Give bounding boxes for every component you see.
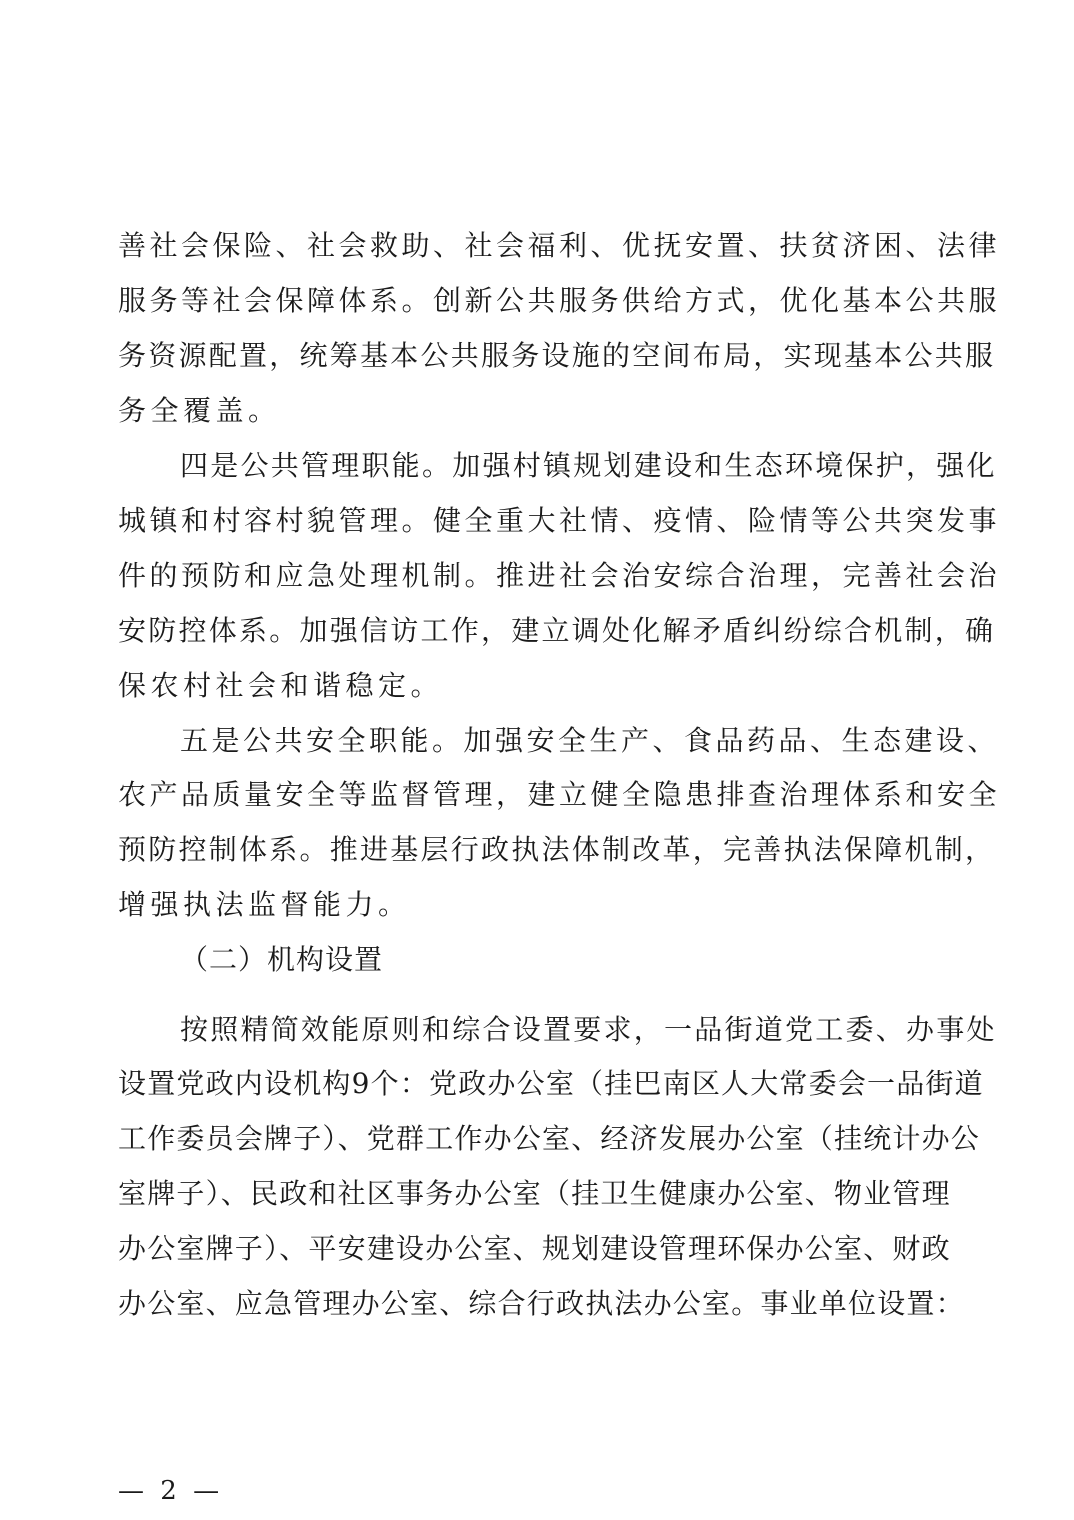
page-number: — 2 —	[118, 1476, 224, 1506]
section-heading: （二）机构设置	[180, 943, 384, 976]
paragraph-line: 城镇和村容村貌管理。健全重大社情、疫情、险情等公共突发事	[118, 504, 1001, 537]
paragraph-line: 办公室、应急管理办公室、综合行政执法办公室。事业单位设置：	[118, 1287, 965, 1320]
paragraph-line: 工作委员会牌子）、党群工作办公室、经济发展办公室（挂统计办公	[118, 1122, 981, 1155]
paragraph-line: 四是公共管理职能。加强村镇规划建设和生态环境保护，强化	[180, 449, 997, 482]
paragraph-line: 件的预防和应急处理机制。推进社会治安综合治理，完善社会治	[118, 559, 1001, 592]
paragraph-line: 务资源配置，统筹基本公共服务设施的空间布局，实现基本公共服	[118, 339, 996, 372]
paragraph-line: 预防控制体系。推进基层行政执法体制改革，完善执法保障机制，	[118, 833, 996, 866]
paragraph-line: 服务等社会保障体系。创新公共服务供给方式，优化基本公共服	[118, 284, 1001, 317]
paragraph-line: 办公室牌子）、平安建设办公室、规划建设管理环保办公室、财政	[118, 1232, 951, 1265]
paragraph-line: 农产品质量安全等监督管理，建立健全隐患排查治理体系和安全	[118, 778, 1001, 811]
paragraph-line: 安防控体系。加强信访工作，建立调处化解矛盾纠纷综合机制，确	[118, 614, 996, 647]
paragraph-line: 设置党政内设机构9个：党政办公室（挂巴南区人大常委会一品街道	[118, 1067, 984, 1100]
paragraph-line: 五是公共安全职能。加强安全生产、食品药品、生态建设、	[180, 724, 1000, 757]
paragraph-line: 保农村社会和谐稳定。	[118, 669, 444, 702]
paragraph-line: 善社会保险、社会救助、社会福利、优抚安置、扶贫济困、法律	[118, 229, 1001, 262]
paragraph-line: 务全覆盖。	[118, 394, 281, 427]
paragraph-line: 按照精简效能原则和综合设置要求，一品街道党工委、办事处	[180, 1013, 997, 1046]
paragraph-line: 增强执法监督能力。	[118, 888, 411, 921]
paragraph-line: 室牌子）、民政和社区事务办公室（挂卫生健康办公室、物业管理	[118, 1177, 951, 1210]
